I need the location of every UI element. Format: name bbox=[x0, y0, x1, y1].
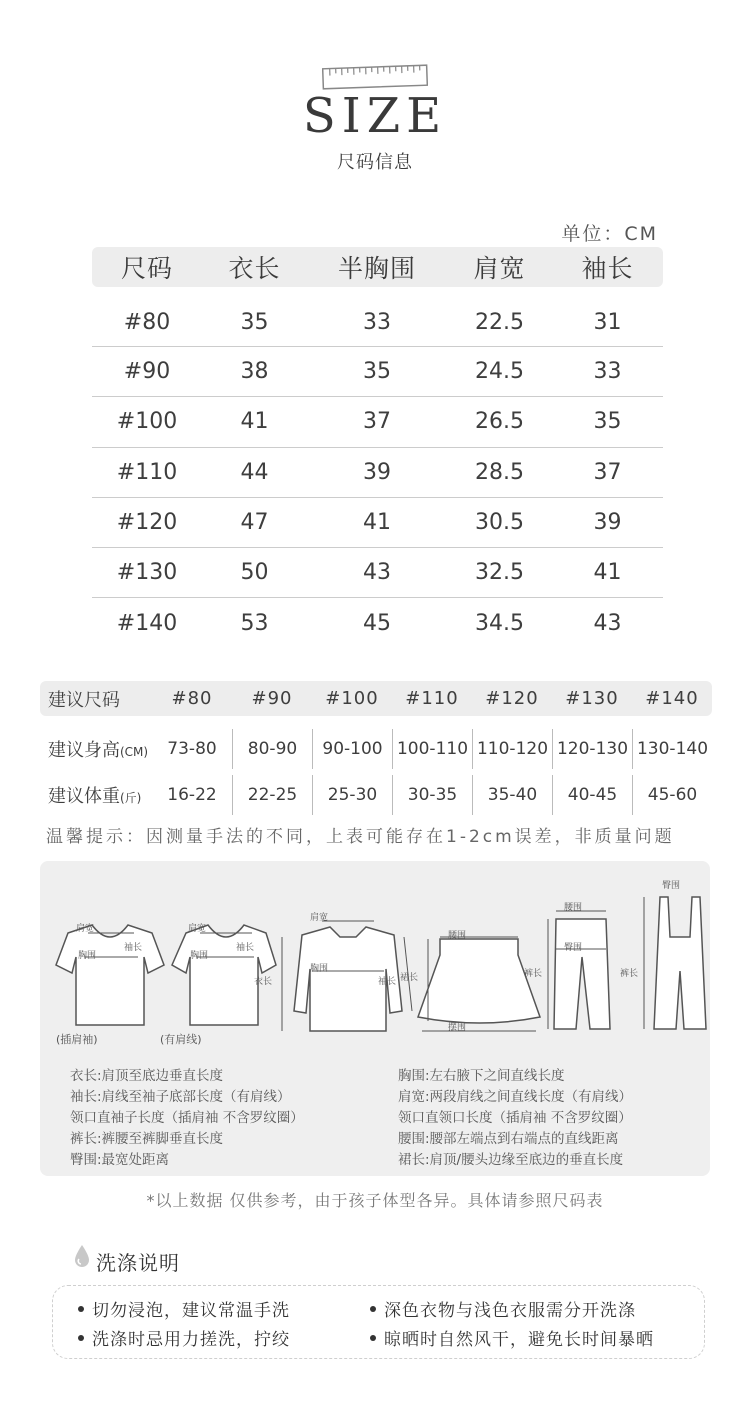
definition-right: 腰围:腰部左端点到右端点的直线距离 bbox=[398, 1131, 619, 1147]
height-cell: 100-110 bbox=[392, 729, 472, 769]
recommend-height-row bbox=[40, 729, 712, 769]
weight-cell: 45-60 bbox=[632, 775, 712, 815]
height-label: 建议身高(CM) bbox=[48, 740, 149, 761]
weight-label: 建议体重(斤) bbox=[48, 786, 142, 807]
wash-item: 切勿浸泡，建议常温手洗 bbox=[78, 1296, 290, 1321]
definition-right: 裙长:肩顶/腰头边缘至底边的垂直长度 bbox=[398, 1152, 624, 1168]
sleeve-label: 袖长 bbox=[124, 943, 143, 953]
table-cell: 37 bbox=[593, 459, 622, 485]
recommend-header-label: 建议尺码 bbox=[48, 689, 120, 711]
bullet-icon bbox=[78, 1306, 84, 1312]
table-cell: 44 bbox=[240, 459, 269, 485]
bullet-icon bbox=[78, 1335, 84, 1341]
table-cell: 35 bbox=[240, 310, 269, 335]
shoulder-line-caption: (有肩线) bbox=[160, 1033, 202, 1046]
table-cell: #140 bbox=[116, 611, 178, 637]
height-cell: 90-100 bbox=[312, 729, 392, 769]
measurement-tip: 温馨提示：因测量手法的不同，上表可能存在1-2cm误差，非质量问题 bbox=[46, 827, 675, 847]
table-cell: 39 bbox=[363, 459, 391, 485]
table-cell: 37 bbox=[363, 409, 391, 435]
size-title: SIZE bbox=[302, 88, 448, 144]
table-cell: 26.5 bbox=[475, 409, 524, 435]
weight-cell: 35-40 bbox=[472, 775, 552, 815]
table-cell: 22.5 bbox=[475, 310, 524, 335]
recommend-size: #110 bbox=[405, 688, 459, 709]
weight-cell: 16-22 bbox=[167, 785, 217, 805]
hip-label: 臀围 bbox=[564, 943, 583, 953]
definition-left: 裤长:裤腰至裤脚垂直长度 bbox=[70, 1131, 224, 1147]
height-cell: 110-120 bbox=[472, 729, 552, 769]
definition-left: 臀围:最宽处距离 bbox=[70, 1152, 170, 1168]
table-cell: 41 bbox=[363, 510, 391, 536]
table-row bbox=[92, 347, 663, 397]
table-cell: 53 bbox=[240, 611, 269, 637]
table-cell: 35 bbox=[593, 409, 622, 435]
tshirt-raglan-icon bbox=[56, 925, 164, 1025]
shoulder-label: 肩宽 bbox=[76, 924, 95, 934]
table-cell: 31 bbox=[593, 310, 622, 335]
table-cell: #110 bbox=[116, 459, 178, 485]
table-cell: 33 bbox=[593, 359, 622, 385]
waist-label: 腰围 bbox=[448, 931, 467, 941]
garment-illustrations bbox=[40, 861, 710, 1061]
height-cell: 73-80 bbox=[167, 739, 217, 759]
column-header: 半胸围 bbox=[337, 254, 416, 283]
shoulder-label: 肩宽 bbox=[188, 924, 207, 934]
table-cell: #90 bbox=[123, 359, 171, 385]
table-row bbox=[92, 448, 663, 498]
footnote: *以上数据 仅供参考，由于孩子体型各异。具体请参照尺码表 bbox=[146, 1191, 604, 1210]
length-label: 衣长 bbox=[254, 977, 273, 987]
table-cell: 43 bbox=[363, 560, 391, 586]
table-cell: 35 bbox=[363, 359, 391, 385]
recommend-size: #140 bbox=[645, 688, 699, 709]
recommend-size: #120 bbox=[485, 688, 539, 709]
table-cell: 24.5 bbox=[475, 359, 524, 385]
table-cell: #130 bbox=[116, 560, 178, 586]
definition-left: 袖长:肩线至袖子底部长度（有肩线） bbox=[70, 1089, 291, 1105]
height-unit: (CM) bbox=[120, 745, 149, 759]
height-cell: 80-90 bbox=[232, 729, 312, 769]
pants-length-label: 裤长 bbox=[620, 969, 639, 979]
table-cell: 43 bbox=[593, 611, 622, 637]
table-cell: 33 bbox=[363, 310, 391, 335]
wash-item: 洗涤时忌用力搓洗，拧绞 bbox=[78, 1325, 290, 1350]
tshirt-shoulder-icon bbox=[172, 925, 276, 1025]
hip-label: 臀围 bbox=[662, 881, 681, 891]
hem-label: 摆围 bbox=[448, 1023, 467, 1033]
table-cell: 30.5 bbox=[475, 510, 524, 536]
column-header: 衣长 bbox=[228, 254, 281, 283]
size-table-header bbox=[92, 247, 663, 287]
weight-cell: 30-35 bbox=[392, 775, 472, 815]
table-cell: #80 bbox=[123, 310, 171, 335]
table-cell: 47 bbox=[240, 510, 269, 536]
table-cell: 34.5 bbox=[475, 611, 524, 637]
weight-unit: (斤) bbox=[120, 791, 142, 805]
table-cell: 32.5 bbox=[475, 560, 524, 586]
skirt-length-label: 裙长 bbox=[400, 973, 419, 983]
table-cell: 38 bbox=[240, 359, 269, 385]
table-cell: 45 bbox=[363, 611, 391, 637]
chest-label: 胸围 bbox=[310, 964, 329, 974]
wash-item: 晾晒时自然风干，避免长时间暴晒 bbox=[370, 1325, 654, 1350]
height-cell: 120-130 bbox=[552, 729, 632, 769]
height-cell: 130-140 bbox=[632, 729, 712, 769]
definition-right: 肩宽:两段肩线之间直线长度（有肩线） bbox=[398, 1089, 633, 1105]
recommend-size: #80 bbox=[171, 688, 213, 709]
table-row bbox=[92, 498, 663, 548]
weight-cell: 40-45 bbox=[552, 775, 632, 815]
table-cell: 41 bbox=[593, 560, 622, 586]
wash-title: 洗涤说明 bbox=[96, 1251, 180, 1275]
table-row bbox=[92, 548, 663, 598]
column-header: 尺码 bbox=[120, 254, 173, 283]
overalls-icon bbox=[654, 897, 706, 1029]
table-row bbox=[92, 397, 663, 447]
sleeve-label: 袖长 bbox=[378, 977, 397, 987]
definition-left: 衣长:肩顶至底边垂直长度 bbox=[70, 1068, 224, 1084]
column-header: 肩宽 bbox=[473, 254, 526, 283]
waist-label: 腰围 bbox=[564, 903, 583, 913]
definition-right: 领口直领口长度（插肩袖 不含罗纹圈） bbox=[398, 1110, 632, 1126]
definition-left: 领口直袖子长度（插肩袖 不含罗纹圈） bbox=[70, 1110, 304, 1126]
sleeve-label: 袖长 bbox=[236, 943, 255, 953]
size-subtitle: 尺码信息 bbox=[337, 152, 413, 173]
recommend-size: #130 bbox=[565, 688, 619, 709]
chest-label: 胸围 bbox=[190, 951, 209, 961]
table-row bbox=[92, 598, 663, 648]
pants-icon bbox=[554, 919, 610, 1029]
bullet-icon bbox=[370, 1335, 376, 1341]
pants-length-label: 裤长 bbox=[524, 969, 543, 979]
recommend-size: #90 bbox=[251, 688, 293, 709]
chest-label: 胸围 bbox=[78, 951, 97, 961]
table-cell: #120 bbox=[116, 510, 178, 536]
table-cell: 50 bbox=[240, 560, 269, 586]
ruler-icon bbox=[322, 64, 428, 90]
skirt-icon bbox=[418, 939, 543, 1023]
table-cell: 28.5 bbox=[475, 459, 524, 485]
table-row bbox=[92, 299, 663, 347]
weight-cell: 22-25 bbox=[232, 775, 312, 815]
raglan-caption: (插肩袖) bbox=[56, 1033, 98, 1046]
wash-item: 深色衣物与浅色衣服需分开洗涤 bbox=[370, 1296, 636, 1321]
table-cell: 39 bbox=[593, 510, 622, 536]
shoulder-label: 肩宽 bbox=[310, 913, 329, 923]
table-cell: #100 bbox=[116, 409, 178, 435]
recommend-table-header bbox=[40, 681, 712, 716]
definition-right: 胸围:左右腋下之间直线长度 bbox=[398, 1068, 565, 1084]
bullet-icon bbox=[370, 1306, 376, 1312]
unit-label: 单位：CM bbox=[561, 223, 658, 245]
column-header: 袖长 bbox=[581, 254, 634, 283]
water-drop-icon bbox=[74, 1244, 90, 1268]
recommend-weight-row bbox=[40, 775, 712, 815]
size-table bbox=[92, 247, 663, 649]
measurement-diagram-panel bbox=[40, 861, 710, 1176]
table-cell: 41 bbox=[240, 409, 269, 435]
recommend-size: #100 bbox=[325, 688, 379, 709]
weight-cell: 25-30 bbox=[312, 775, 392, 815]
